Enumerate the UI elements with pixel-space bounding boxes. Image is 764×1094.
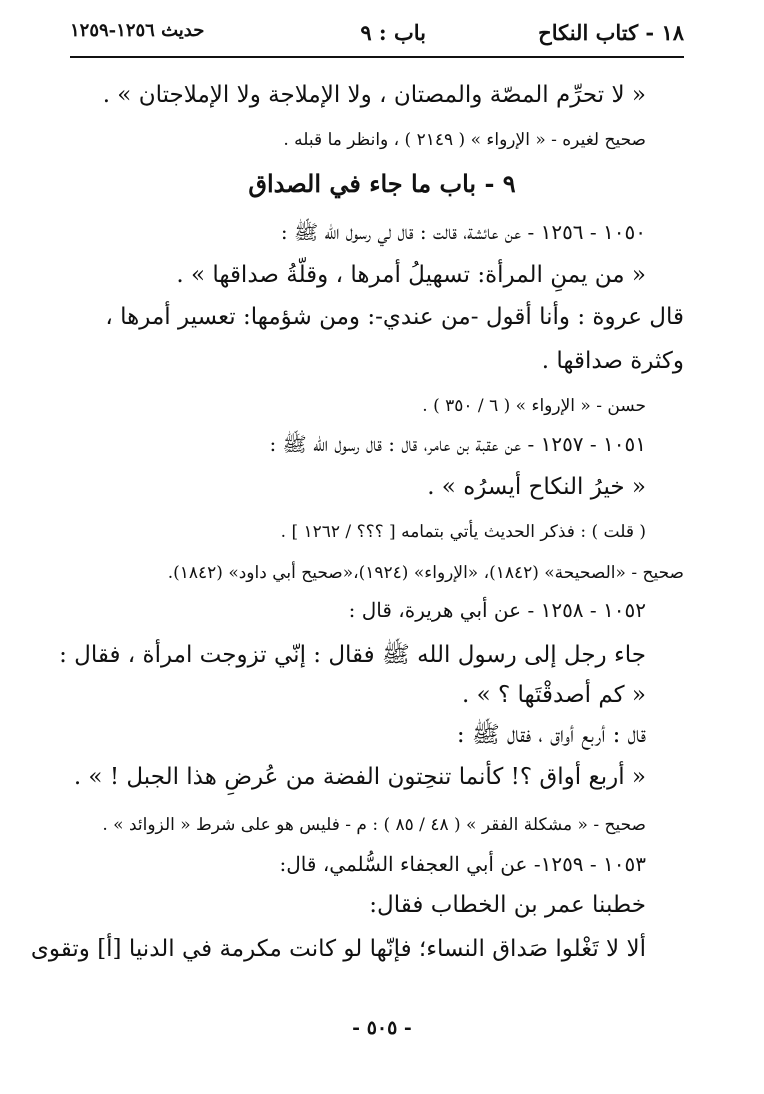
hadith-intro: ١٠٥١ - ١٢٥٧ - عن عقبة بن عامر، قال : قال رسول الله ﷺ :: [269, 432, 646, 456]
hadith-text: « خيرُ النكاح أيسرُه » .: [427, 474, 646, 500]
grading-line: صحيح - « مشكلة الفقر » ( ٤٨ / ٨٥ ) : م - فليس هو على شرط « الزوائد » .: [102, 815, 646, 835]
hadith-intro: ١٠٥٢ - ١٢٥٨ - عن أبي هريرة، قال :: [348, 598, 646, 622]
hadith-text: ألا لا تَغْلوا صَداق النساء؛ فإنّها لو كانت مكرمة في الدنيا [أ] وتقوى: [30, 936, 646, 962]
grading-line: صحيح لغيره - « الإرواء » ( ٢١٤٩ ) ، وانظر ما قبله .: [283, 130, 646, 150]
hadith-text: قال : أربع أواق ، فقال ﷺ :: [456, 722, 646, 748]
hadith-intro: ١٠٥٣ - ١٢٥٩- عن أبي العجفاء السُّلمي، قال:: [279, 852, 646, 876]
page-number: - ٥٠٥ -: [352, 1017, 412, 1039]
text-line: وكثرة صداقها .: [541, 348, 684, 374]
book-title: ١٨ - كتاب النكاح: [538, 20, 684, 45]
text-line: قال عروة : وأنا أقول -من عندي-: ومن شؤمها: تعسير أمرها ،: [105, 304, 684, 330]
hadith-text: جاء رجل إلى رسول الله ﷺ فقال : إنّي تزوجت امرأة ، فقال :: [59, 642, 646, 668]
chapter-heading: ٩ - باب ما جاء في الصداق: [248, 169, 516, 198]
note-line: ( قلت ) : فذكر الحديث يأتي بتمامه [ ؟؟؟ / ١٢٦٢ ] .: [280, 522, 646, 542]
running-header: [70, 16, 684, 58]
hadith-text: « أربع أواق ؟! كأنما تنحِتون الفضة من عُرضِ هذا الجبل ! » .: [73, 764, 646, 790]
hadith-intro: ١٠٥٠ - ١٢٥٦ - عن عائشة، قالت : قال لي رسول الله ﷺ :: [280, 220, 646, 244]
text-line: « لا تحرِّم المصّة والمصتان ، ولا الإملاجة ولا الإملاجتان » .: [102, 82, 646, 108]
hadith-text: « من يمنِ المرأة: تسهيلُ أمرها ، وقلّةُ صداقها » .: [176, 262, 646, 288]
hadith-text: « كم أصدقْتَها ؟ » .: [461, 682, 646, 708]
grading-line: صحيح - «الصحيحة» (١٨٤٢)، «الإرواء» (١٩٢٤)،«صحيح أبي داود» (١٨٤٢).: [167, 563, 684, 583]
grading-line: حسن - « الإرواء » ( ٦ / ٣٥٠ ) .: [422, 396, 646, 416]
hadith-text: خطبنا عمر بن الخطاب فقال:: [369, 892, 646, 918]
hadith-range: حديث ١٢٥٦-١٢٥٩: [70, 20, 205, 41]
chapter-label: باب : ٩: [360, 20, 426, 45]
